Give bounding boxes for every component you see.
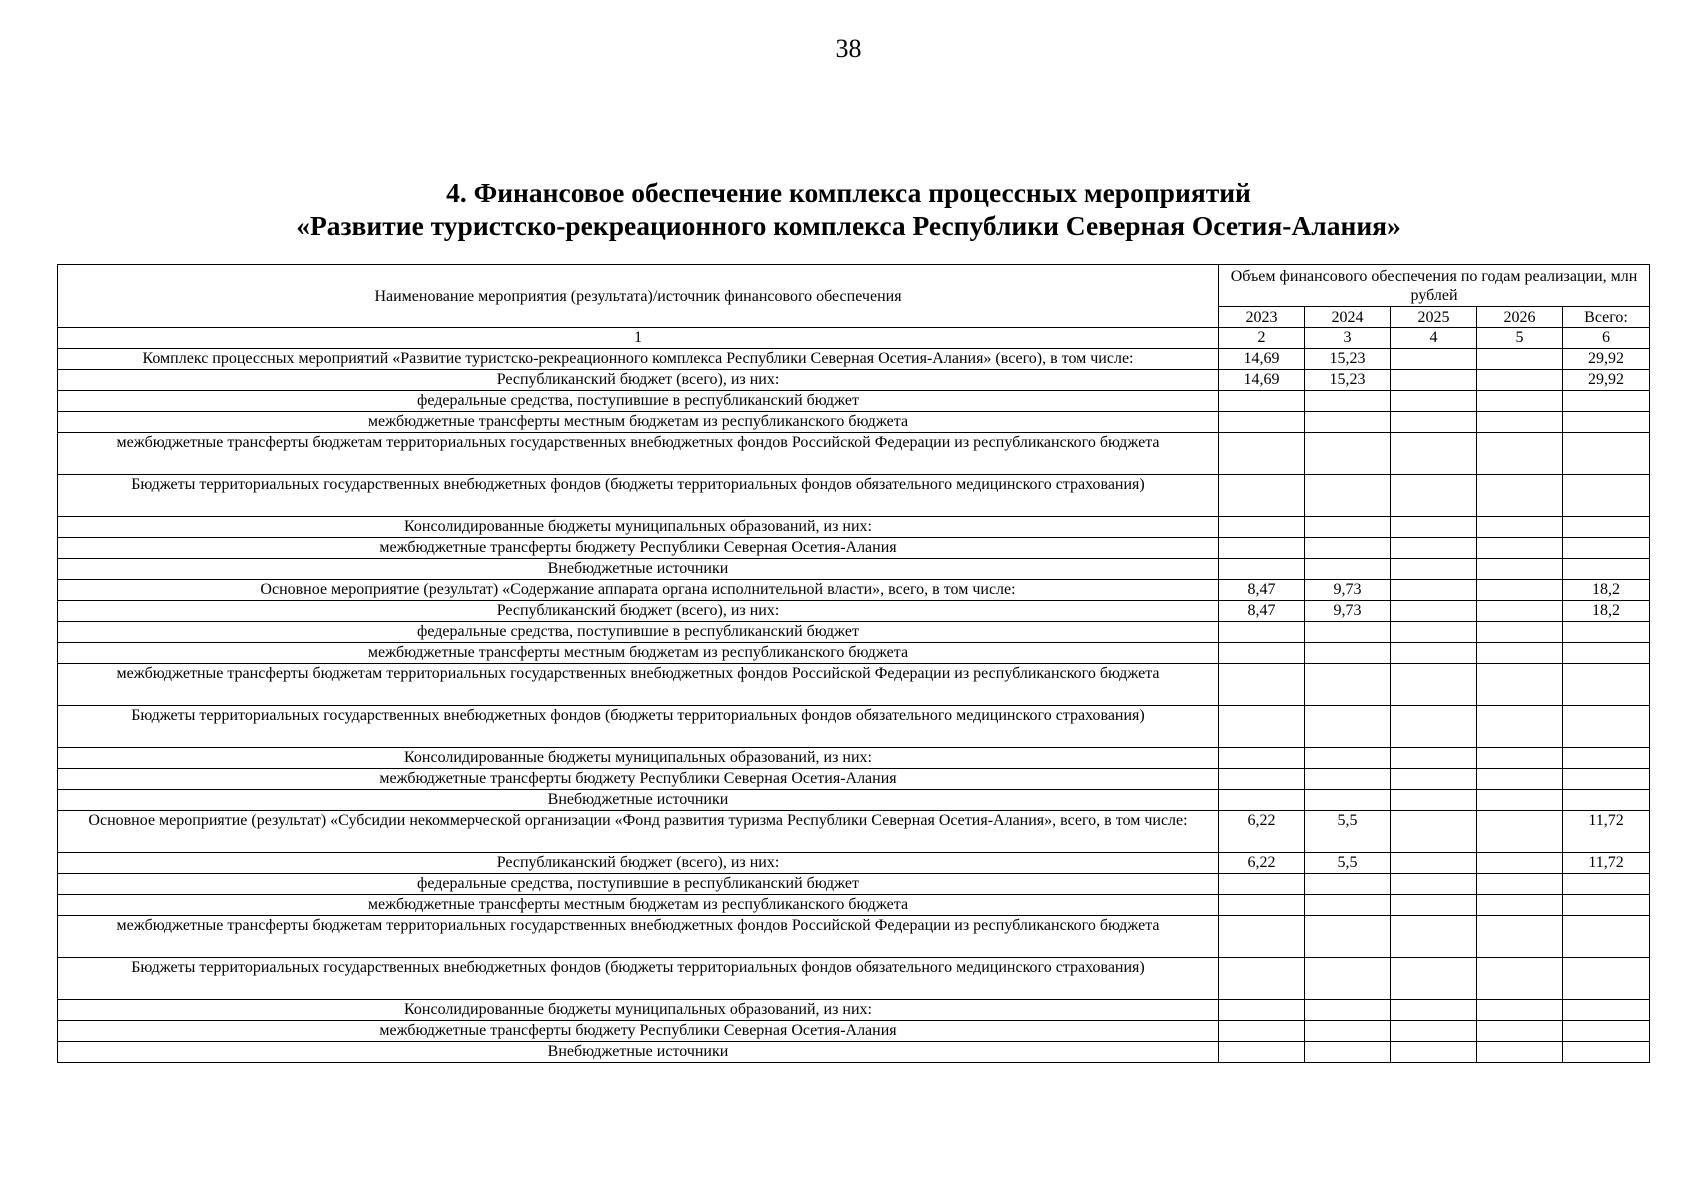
value-total-cell: 11,72 [1563,853,1650,874]
table-row [58,916,1650,958]
header-year-2024: 2024 [1305,307,1391,328]
value-2025-cell [1391,811,1477,853]
value-2023-cell [1219,475,1305,517]
value-2026-cell [1477,412,1563,433]
table-row [58,433,1650,475]
value-total-cell [1563,475,1650,517]
row-name-cell: федеральные средства, поступившие в республиканский бюджет [58,622,1219,643]
value-2024-cell: 5,5 [1305,811,1391,853]
value-2023-cell [1219,391,1305,412]
value-2025-cell [1391,370,1477,391]
row-name-cell: межбюджетные трансферты бюджетам территориальных государственных внебюджетных фондов Российской Федерации из республиканского бюджета [58,916,1219,958]
value-total-cell [1563,790,1650,811]
value-2023-cell: 6,22 [1219,853,1305,874]
value-2024-cell [1305,517,1391,538]
row-name-cell: федеральные средства, поступившие в республиканский бюджет [58,874,1219,895]
value-2024-cell [1305,895,1391,916]
value-2026-cell [1477,349,1563,370]
row-name-cell: межбюджетные трансферты бюджету Республики Северная Осетия-Алания [58,769,1219,790]
row-name-cell: межбюджетные трансферты бюджету Республики Северная Осетия-Алания [58,1021,1219,1042]
value-2025-cell [1391,433,1477,475]
header-total: Всего: [1563,307,1650,328]
value-2026-cell [1477,1021,1563,1042]
table-row [58,874,1650,895]
value-2026-cell [1477,706,1563,748]
page-number: 38 [835,34,862,63]
value-2026-cell [1477,559,1563,580]
header-name-column: Наименование мероприятия (результата)/источник финансового обеспечения [58,265,1219,328]
value-2026-cell [1477,664,1563,706]
column-number: 3 [1305,328,1391,349]
value-2025-cell [1391,664,1477,706]
value-total-cell: 29,92 [1563,370,1650,391]
row-name-cell: Бюджеты территориальных государственных внебюджетных фондов (бюджеты территориальных фондов обязательного медицинского страхования) [58,475,1219,517]
value-2026-cell [1477,1042,1563,1063]
value-2023-cell: 14,69 [1219,349,1305,370]
value-2025-cell [1391,769,1477,790]
column-number: 2 [1219,328,1305,349]
row-name-cell: Консолидированные бюджеты муниципальных образований, из них: [58,1000,1219,1021]
table-row [58,853,1650,874]
value-2025-cell [1391,1021,1477,1042]
value-2026-cell [1477,748,1563,769]
value-2024-cell [1305,1042,1391,1063]
value-2026-cell [1477,517,1563,538]
value-2026-cell [1477,370,1563,391]
value-2024-cell [1305,916,1391,958]
value-2024-cell: 15,23 [1305,349,1391,370]
table-row [58,370,1650,391]
value-2025-cell [1391,706,1477,748]
value-2025-cell [1391,622,1477,643]
value-2026-cell [1477,475,1563,517]
value-2023-cell: 6,22 [1219,811,1305,853]
value-2025-cell [1391,790,1477,811]
value-2024-cell [1305,790,1391,811]
value-total-cell [1563,1042,1650,1063]
header-volume-group: Объем финансового обеспечения по годам реализации, млн рублей [1219,265,1650,307]
value-2025-cell [1391,580,1477,601]
row-name-cell: Бюджеты территориальных государственных внебюджетных фондов (бюджеты территориальных фондов обязательного медицинского страхования) [58,958,1219,1000]
value-2023-cell [1219,790,1305,811]
row-name-cell: межбюджетные трансферты местным бюджетам из республиканского бюджета [58,412,1219,433]
value-total-cell: 18,2 [1563,580,1650,601]
value-2023-cell [1219,643,1305,664]
value-2024-cell [1305,958,1391,1000]
value-2023-cell [1219,916,1305,958]
value-2025-cell [1391,475,1477,517]
table-body [58,349,1650,1063]
value-2023-cell [1219,517,1305,538]
value-2025-cell [1391,853,1477,874]
row-name-cell: Основное мероприятие (результат) «Субсидии некоммерческой организации «Фонд развития туризма Республики Северная Осетия-Алания», всего, в том числе: [58,811,1219,853]
row-name-cell: Республиканский бюджет (всего), из них: [58,601,1219,622]
value-2023-cell [1219,874,1305,895]
column-number: 5 [1477,328,1563,349]
value-2024-cell [1305,748,1391,769]
table-row [58,748,1650,769]
row-name-cell: межбюджетные трансферты бюджетам территориальных государственных внебюджетных фондов Российской Федерации из республиканского бюджета [58,433,1219,475]
financing-table [57,264,1650,1063]
table-row [58,580,1650,601]
row-name-cell: межбюджетные трансферты бюджету Республики Северная Осетия-Алания [58,538,1219,559]
value-2024-cell [1305,1000,1391,1021]
table-row [58,895,1650,916]
table-row [58,475,1650,517]
table-row [58,517,1650,538]
value-2026-cell [1477,874,1563,895]
value-2026-cell [1477,538,1563,559]
value-2025-cell [1391,1000,1477,1021]
value-total-cell [1563,916,1650,958]
value-total-cell [1563,412,1650,433]
row-name-cell: Республиканский бюджет (всего), из них: [58,370,1219,391]
value-2023-cell [1219,433,1305,475]
value-2023-cell [1219,1000,1305,1021]
header-year-2026: 2026 [1477,307,1563,328]
section-title [0,176,1697,242]
value-2025-cell [1391,895,1477,916]
value-2024-cell [1305,538,1391,559]
value-2024-cell [1305,643,1391,664]
table-row [58,664,1650,706]
value-2026-cell [1477,1000,1563,1021]
value-2025-cell [1391,538,1477,559]
value-2024-cell [1305,706,1391,748]
value-2025-cell [1391,601,1477,622]
value-2026-cell [1477,769,1563,790]
value-total-cell [1563,1021,1650,1042]
table-row [58,1000,1650,1021]
value-2023-cell [1219,538,1305,559]
table-row [58,622,1650,643]
table-row [58,601,1650,622]
value-total-cell [1563,517,1650,538]
value-2025-cell [1391,559,1477,580]
value-2023-cell [1219,895,1305,916]
value-2026-cell [1477,853,1563,874]
value-2024-cell: 9,73 [1305,601,1391,622]
value-total-cell [1563,391,1650,412]
column-number: 4 [1391,328,1477,349]
value-2024-cell: 15,23 [1305,370,1391,391]
value-total-cell [1563,895,1650,916]
value-2023-cell: 14,69 [1219,370,1305,391]
table-row [58,1021,1650,1042]
value-2024-cell [1305,1021,1391,1042]
value-2023-cell [1219,622,1305,643]
value-total-cell [1563,622,1650,643]
value-2026-cell [1477,790,1563,811]
row-name-cell: Республиканский бюджет (всего), из них: [58,853,1219,874]
value-2025-cell [1391,517,1477,538]
row-name-cell: межбюджетные трансферты бюджетам территориальных государственных внебюджетных фондов Российской Федерации из республиканского бюджета [58,664,1219,706]
value-2025-cell [1391,643,1477,664]
row-name-cell: Бюджеты территориальных государственных внебюджетных фондов (бюджеты территориальных фондов обязательного медицинского страхования) [58,706,1219,748]
value-total-cell [1563,643,1650,664]
value-total-cell [1563,769,1650,790]
value-2023-cell [1219,664,1305,706]
value-2025-cell [1391,412,1477,433]
table-row [58,412,1650,433]
value-2025-cell [1391,748,1477,769]
value-2023-cell [1219,769,1305,790]
table-row [58,706,1650,748]
row-name-cell: Внебюджетные источники [58,559,1219,580]
value-2024-cell [1305,622,1391,643]
value-2023-cell [1219,559,1305,580]
value-total-cell [1563,748,1650,769]
value-total-cell [1563,433,1650,475]
row-name-cell: Внебюджетные источники [58,790,1219,811]
row-name-cell: межбюджетные трансферты местным бюджетам из республиканского бюджета [58,643,1219,664]
value-2024-cell [1305,559,1391,580]
value-2025-cell [1391,1042,1477,1063]
value-2026-cell [1477,958,1563,1000]
value-2024-cell [1305,664,1391,706]
value-2023-cell: 8,47 [1219,601,1305,622]
value-2026-cell [1477,580,1563,601]
value-total-cell [1563,706,1650,748]
value-2025-cell [1391,916,1477,958]
value-2025-cell [1391,958,1477,1000]
header-year-2025: 2025 [1391,307,1477,328]
row-name-cell: Комплекс процессных мероприятий «Развитие туристско-рекреационного комплекса Республики Северная Осетия-Алания» (всего), в том числе: [58,349,1219,370]
table-row [58,538,1650,559]
table-row [58,790,1650,811]
value-total-cell: 29,92 [1563,349,1650,370]
value-2026-cell [1477,811,1563,853]
value-2025-cell [1391,349,1477,370]
table-row [58,769,1650,790]
value-2024-cell [1305,874,1391,895]
value-2023-cell [1219,1021,1305,1042]
value-2024-cell [1305,769,1391,790]
row-name-cell: Консолидированные бюджеты муниципальных образований, из них: [58,517,1219,538]
value-total-cell [1563,958,1650,1000]
value-2025-cell [1391,874,1477,895]
header-year-2023: 2023 [1219,307,1305,328]
table-row [58,349,1650,370]
row-name-cell: Основное мероприятие (результат) «Содержание аппарата органа исполнительной власти», всего, в том числе: [58,580,1219,601]
table-row [58,559,1650,580]
table-row [58,1042,1650,1063]
value-2024-cell [1305,475,1391,517]
value-2024-cell: 9,73 [1305,580,1391,601]
section-title-line-1: 4. Финансовое обеспечение комплекса процессных мероприятий [446,177,1251,208]
value-2023-cell [1219,412,1305,433]
value-2024-cell [1305,412,1391,433]
table-row [58,958,1650,1000]
value-2023-cell: 8,47 [1219,580,1305,601]
value-2023-cell [1219,706,1305,748]
table-row [58,811,1650,853]
table-row [58,643,1650,664]
value-total-cell [1563,664,1650,706]
value-2026-cell [1477,622,1563,643]
table-row [58,391,1650,412]
value-total-cell: 11,72 [1563,811,1650,853]
value-2023-cell [1219,1042,1305,1063]
value-total-cell [1563,874,1650,895]
value-total-cell [1563,1000,1650,1021]
value-2026-cell [1477,916,1563,958]
value-2024-cell: 5,5 [1305,853,1391,874]
value-total-cell [1563,538,1650,559]
row-name-cell: межбюджетные трансферты местным бюджетам из республиканского бюджета [58,895,1219,916]
value-2026-cell [1477,391,1563,412]
value-2026-cell [1477,601,1563,622]
value-2023-cell [1219,958,1305,1000]
value-2026-cell [1477,433,1563,475]
section-title-line-2: «Развитие туристско-рекреационного комплекса Республики Северная Осетия-Алания» [296,210,1401,241]
column-number: 6 [1563,328,1650,349]
row-name-cell: Внебюджетные источники [58,1042,1219,1063]
value-2023-cell [1219,748,1305,769]
row-name-cell: федеральные средства, поступившие в республиканский бюджет [58,391,1219,412]
value-total-cell: 18,2 [1563,601,1650,622]
value-2025-cell [1391,391,1477,412]
value-total-cell [1563,559,1650,580]
value-2026-cell [1477,895,1563,916]
value-2024-cell [1305,391,1391,412]
value-2024-cell [1305,433,1391,475]
row-name-cell: Консолидированные бюджеты муниципальных образований, из них: [58,748,1219,769]
column-number: 1 [58,328,1219,349]
value-2026-cell [1477,643,1563,664]
